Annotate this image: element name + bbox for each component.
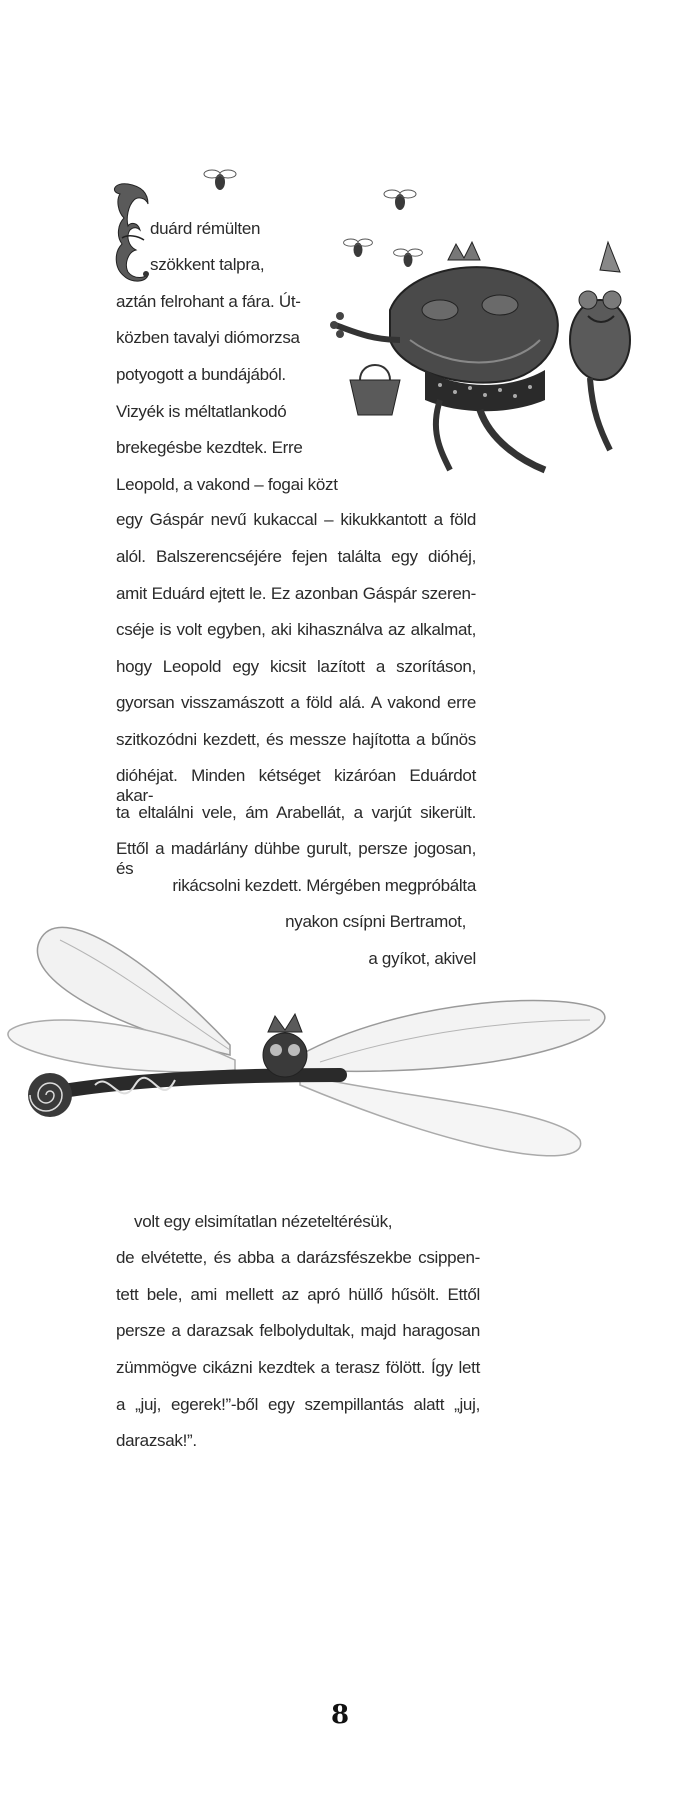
text-line: nyakon csípni Bertramot,	[285, 912, 466, 931]
text-line: aztán felrohant a fára. Út-	[116, 292, 301, 311]
text-line: szökkent talpra,	[150, 255, 265, 274]
text-line: közben tavalyi diómorzsa	[116, 328, 300, 347]
text-line: gyorsan visszamászott a föld alá. A vakond erre	[116, 693, 476, 712]
text-line: volt egy elsimítatlan nézeteltérésük,	[134, 1212, 393, 1231]
text-line: potyogott a bundájából.	[116, 365, 286, 384]
text-line: tett bele, ami mellett az apró hüllő hűsölt. Ettől	[116, 1285, 480, 1304]
text-line: dióhéjat. Minden kétséget kizáróan Eduárdot akar-	[116, 766, 476, 805]
text-line: de elvétette, és abba a darázsfészekbe csippen-	[116, 1248, 480, 1267]
text-line: szitkozódni kezdett, és messze hajította a bűnös	[116, 730, 476, 749]
text-line: rikácsolni kezdett. Mérgében megpróbálta	[172, 876, 476, 895]
text-line: brekegésbe kezdtek. Erre	[116, 438, 303, 457]
text-line: Leopold, a vakond – fogai közt	[116, 475, 338, 494]
text-line: a „juj, egerek!”-ből egy szempillantás alatt „juj,	[116, 1395, 480, 1414]
text-line: a gyíkot, akivel	[368, 949, 476, 968]
frogs-illustration	[330, 230, 650, 480]
text-line: egy Gáspár nevű kukaccal – kikukkantott a föld	[116, 510, 476, 529]
dropcap-e	[108, 178, 152, 286]
svg-text:E: E	[108, 188, 109, 189]
text-line: Ettől a madárlány dühbe gurult, persze jogosan, és	[116, 839, 476, 878]
text-line: zümmögve cikázni kezdtek a terasz fölött. Így lett	[116, 1358, 480, 1377]
page-number: 8	[330, 1700, 350, 1730]
fly-illustration	[380, 180, 420, 220]
text-line: ta eltalálni vele, ám Arabellát, a varjút sikerült.	[116, 803, 476, 822]
text-line: duárd rémülten	[150, 219, 261, 238]
text-line: amit Eduárd ejtett le. Ez azonban Gáspár szeren-	[116, 584, 476, 603]
text-line: darazsak!”.	[116, 1431, 197, 1450]
dragonfly-illustration	[0, 880, 630, 1200]
text-line: cséje is volt egyben, aki kihasználva az alkalmat,	[116, 620, 476, 639]
fly-illustration	[200, 160, 240, 200]
text-line: hogy Leopold egy kicsit lazított a szorításon,	[116, 657, 476, 676]
text-line: Vizyék is méltatlankodó	[116, 402, 287, 421]
text-line: persze a darazsak felbolydultak, majd haragosan	[116, 1321, 480, 1340]
text-line: alól. Balszerencséjére fejen találta egy dióhéj,	[116, 547, 476, 566]
